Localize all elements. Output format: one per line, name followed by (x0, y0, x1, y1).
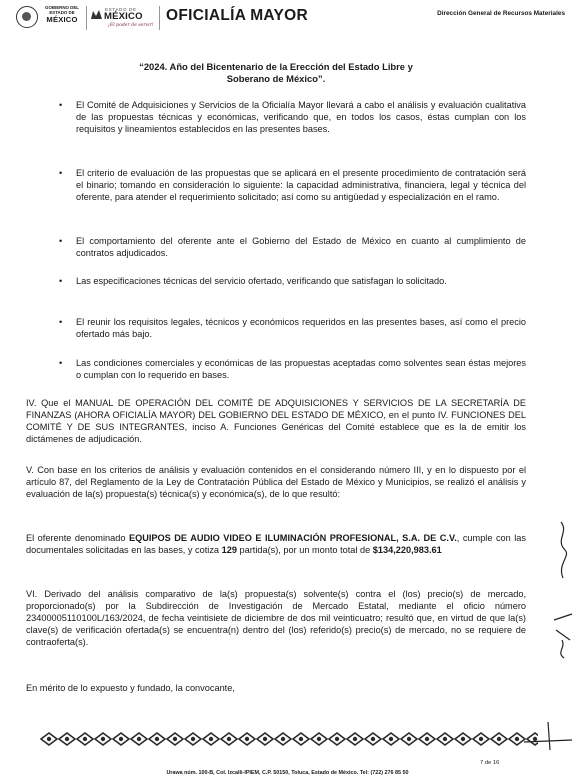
border-motif-dot (173, 737, 177, 741)
decorative-border (40, 732, 538, 746)
border-motif-dot (137, 737, 141, 741)
border-motif-dot (497, 737, 501, 741)
offer-middle-2: partida(s), por un monto total de (236, 545, 373, 556)
gov-line-3: MÉXICO (46, 14, 78, 24)
gov-line-2: ESTADO DE (49, 10, 75, 16)
border-motif-dot (83, 737, 87, 741)
border-motif-dot (407, 737, 411, 741)
brand-logo (90, 5, 158, 33)
border-motif-dot (281, 737, 285, 741)
state-seal-icon (16, 6, 38, 28)
year-title-line-2: Soberano de México”. (226, 73, 326, 84)
border-motif-dot (389, 737, 393, 741)
header-divider (86, 6, 87, 30)
office-title: OFICIALÍA MAYOR (166, 7, 308, 24)
border-motif-dot (479, 737, 483, 741)
bullet-icon: • (59, 236, 63, 246)
bullet-icon: • (59, 276, 63, 286)
border-motif-dot (191, 737, 195, 741)
offer-amount: $134,220,983.61 (372, 545, 442, 556)
bullet-icon: • (59, 100, 63, 110)
border-motif-dot (299, 737, 303, 741)
brand-name: MÉXICO (104, 11, 143, 22)
closing-line: En mérito de lo expuesto y fundado, la convocante, (26, 683, 235, 693)
border-motif-dot (371, 737, 375, 741)
border-motif-dot (263, 737, 267, 741)
bullet-item-4: Las especificaciones técnicas del servicio ofertado, verificando que satisfagan lo solicitado. (76, 276, 447, 286)
border-motif-dot (65, 737, 69, 741)
section-v: V. Con base en los criterios de análisis y evaluación contenidos en el considerando número III, y en lo dispuesto por el artículo 87, del Reglamento de la Ley de Contratación Pública del Estado de México y Municipios, se realizó el análisis y evaluación de la(s) propuesta(s) técnica(s) y económica(s), de lo que resultó: (26, 465, 526, 500)
section-vi: VI. Derivado del análisis comparativo de la(s) propuesta(s) solvente(s) contra el (los) precio(s) de mercado, proporcionado(s) por la Subdirección de Investigación de Mercado Estatal, mediante el oficio número 23400005110100L/163/2024, de fecha veintisiete de diciembre de dos mil veinticuatro; resultó que, en virtud de que la(s) clave(s) de verificación ofertada(s) se encuentra(n) dentro del (los) referido(s) precio(s) de mercado, no se requiere de contraoferta(s). (26, 589, 526, 648)
bullet-icon: • (59, 168, 63, 178)
header-divider (159, 6, 160, 30)
year-title (26, 61, 526, 85)
footer-address: Urawa núm. 100-B, Col. Izcalli-IPIEM, C.P. 50150, Toluca, Estado de México. Tel: (722) 276 85 50 (166, 770, 409, 776)
border-motif-dot (425, 737, 429, 741)
border-motif-dot (317, 737, 321, 741)
signature-mark (553, 520, 573, 580)
bullet-item-3: El comportamiento del oferente ante el Gobierno del Estado de México en cuanto al cumplimiento de contratos adjudicados. (76, 236, 526, 259)
brand-small-label: ESTADO DE (105, 7, 137, 12)
border-motif-dot (155, 737, 159, 741)
offer-parts: 129 (221, 545, 237, 556)
section-iv: IV. Que el MANUAL DE OPERACIÓN DEL COMITÉ DE ADQUISICIONES Y SERVICIOS DE LA SECRETARÍA DE FINANZAS (AHORA OFICIALÍA MAYOR) DEL GOBIERNO DEL ESTADO DE MÉXICO, en el punto IV. FUNCIONES DEL COMITÉ Y DE SUS INTEGRANTES, inciso A. Funciones Genéricas del Comité establece que es la de emitir los dictámenes de adjudicación. (26, 398, 526, 445)
border-motif-dot (47, 737, 51, 741)
bullet-item-2: El criterio de evaluación de las propuestas que se aplicará en el presente procedimiento de contratación será el binario; tomando en consideración lo siguiente: la capacidad administrativa, financiera, legal y técnica del oferente, para atender el requerimiento solicitado; así como su antigüedad y especialización en el ramo. (76, 168, 526, 203)
offer-middle: , cumple con las documentales solicitadas en las bases, y cotiza (26, 533, 527, 556)
border-motif-dot (461, 737, 465, 741)
bullet-icon: • (59, 358, 63, 368)
border-motif-dot (245, 737, 249, 741)
offer-paragraph (26, 532, 526, 556)
year-title-line-1: “2024. Año del Bicentenario de la Erección del Estado Libre y (139, 61, 413, 72)
signature-mark (552, 610, 574, 660)
bullet-item-6: Las condiciones comerciales y económicas de las propuestas aceptadas como solventes sean éstas mejores o cumplan con lo requerido en bases. (76, 358, 526, 381)
brand-emblem-icon (90, 8, 103, 21)
offer-company: EQUIPOS DE AUDIO VIDEO E ILUMINACIÓN PROFESIONAL, S.A. DE C.V. (128, 533, 457, 543)
bullet-item-5: El reunir los requisitos legales, técnicos y económicos requeridos en las presentes bases, así como el precio ofertado más bajo. (76, 317, 526, 340)
border-motif-dot (443, 737, 447, 741)
border-motif-dot (209, 737, 213, 741)
bullet-icon: • (59, 317, 63, 327)
border-motif-dot (353, 737, 357, 741)
government-logo-text (41, 5, 83, 24)
direction-name: Dirección General de Recursos Materiales (437, 10, 565, 17)
gov-line-1: GOBIERNO DEL (45, 5, 79, 10)
signature-mark (518, 716, 574, 756)
offer-prefix: El oferente denominado (26, 533, 129, 543)
page-number: 7 de 16 (480, 760, 500, 766)
border-motif-dot (119, 737, 123, 741)
border-motif-dot (227, 737, 231, 741)
brand-tagline: ¡El poder de servir! (108, 23, 154, 28)
page-header (12, 3, 565, 33)
border-motif-dot (101, 737, 105, 741)
border-motif-dot (335, 737, 339, 741)
bullet-item-1: El Comité de Adquisiciones y Servicios de la Oficialía Mayor llevará a cabo el análisis y evaluación cualitativa de las propuestas técnicas y económicas, verificando que, en todos los casos, éstas cumplan con los requisitos y lineamientos establecidos en las presentes bases. (76, 100, 526, 135)
